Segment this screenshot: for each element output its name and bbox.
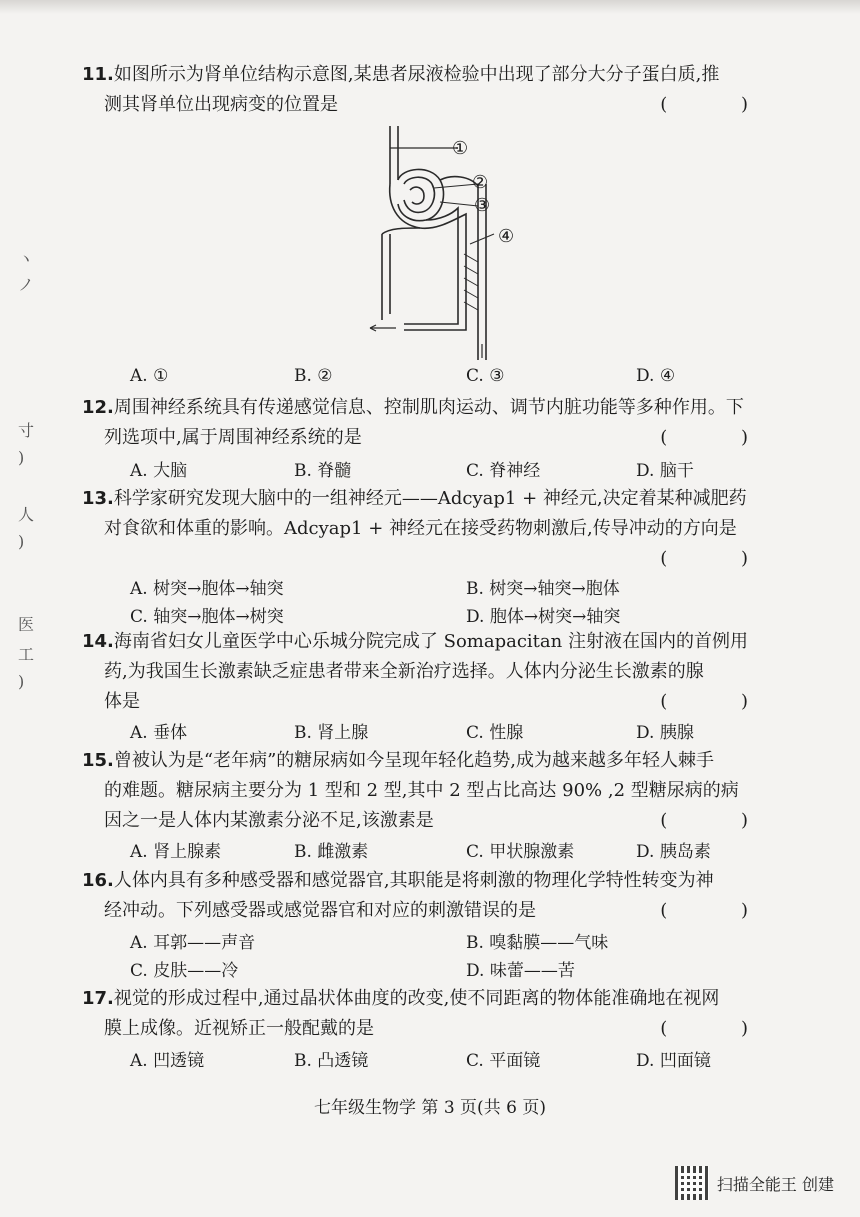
question-17 <box>82 984 782 1044</box>
answer-bracket: ( ) <box>660 94 782 115</box>
question-16 <box>82 866 782 926</box>
option-a: A. 垂体 <box>130 723 188 743</box>
question-14 <box>82 627 782 717</box>
question-stem-line: 周围神经系统具有传递感觉信息、控制肌肉运动、调节内脏功能等多种作用。下 <box>113 397 744 418</box>
option-b: B. 树突→轴突→胞体 <box>466 579 620 599</box>
question-number: 11. <box>82 64 114 85</box>
answer-bracket: ( ) <box>660 810 782 831</box>
answer-bracket: ( ) <box>660 1018 782 1039</box>
question-15 <box>82 746 782 836</box>
option-c: C. 性腺 <box>466 723 524 743</box>
option-d: D. 味蕾——苦 <box>466 961 575 981</box>
question-stem-line: 的难题。糖尿病主要分为 1 型和 2 型,其中 2 型占比高达 90% ,2 型糖尿病的病 <box>104 780 739 801</box>
margin-mark: ) <box>18 448 25 467</box>
margin-mark: 人 <box>18 505 35 524</box>
question-stem-line: 海南省妇女儿童医学中心乐城分院完成了 Somapacitan 注射液在国内的首例用 <box>113 631 748 652</box>
scanner-label: 扫描全能王 创建 <box>716 1174 834 1194</box>
question-number: 12. <box>82 397 114 418</box>
option-d: D. 胰腺 <box>636 723 694 743</box>
question-stem-line: 因之一是人体内某激素分泌不足,该激素是 <box>104 810 434 831</box>
option-b: B. 脊髓 <box>294 461 352 481</box>
margin-mark: 寸 <box>18 421 35 440</box>
question-stem-line: 测其肾单位出现病变的位置是 <box>104 94 338 115</box>
option-c: C. 皮肤——冷 <box>130 961 239 981</box>
question-number: 16. <box>82 870 114 891</box>
option-c: C. 甲状腺激素 <box>466 842 575 862</box>
question-13 <box>82 484 782 569</box>
margin-mark: ノ <box>18 275 35 294</box>
question-stem-line: 列选项中,属于周围神经系统的是 <box>104 427 362 448</box>
question-stem-line: 人体内具有多种感受器和感觉器官,其职能是将刺激的物理化学特性转变为神 <box>113 870 714 891</box>
option-c: C. 轴突→胞体→树突 <box>130 607 284 627</box>
option-d: D. 脑干 <box>636 461 694 481</box>
question-stem-line: 视觉的形成过程中,通过晶状体曲度的改变,使不同距离的物体能准确地在视网 <box>113 988 720 1009</box>
option-b: B. 凸透镜 <box>294 1051 369 1071</box>
margin-mark: 医 <box>18 615 35 634</box>
option-c: C. 平面镜 <box>466 1051 541 1071</box>
question-stem-line: 对食欲和体重的影响。Adcyap1 + 神经元在接受药物刺激后,传导冲动的方向是 <box>104 518 737 539</box>
option-a: A. ① <box>130 366 169 386</box>
option-b: B. 肾上腺 <box>294 723 369 743</box>
diagram-label-2: ② <box>472 172 489 193</box>
question-number: 17. <box>82 988 114 1009</box>
option-b: B. 嗅黏膜——气味 <box>466 933 609 953</box>
diagram-label-3: ③ <box>474 195 491 216</box>
option-c: C. ③ <box>466 366 505 386</box>
scanner-watermark <box>675 1166 834 1200</box>
nephron-diagram <box>360 124 520 364</box>
answer-bracket: ( ) <box>660 900 782 921</box>
question-stem-line: 体是 <box>104 691 140 712</box>
answer-bracket: ( ) <box>660 427 782 448</box>
margin-mark: ヽ <box>18 249 35 268</box>
question-stem-line: 科学家研究发现大脑中的一组神经元——Adcyap1 + 神经元,决定着某种减肥药 <box>113 488 747 509</box>
question-stem-line: 膜上成像。近视矫正一般配戴的是 <box>104 1018 374 1039</box>
question-stem-line: 经冲动。下列感受器或感觉器官和对应的刺激错误的是 <box>104 900 536 921</box>
question-number: 14. <box>82 631 114 652</box>
question-12 <box>82 393 782 453</box>
option-d: D. 胞体→树突→轴突 <box>466 607 621 627</box>
question-stem-line: 曾被认为是“老年病”的糖尿病如今呈现年轻化趋势,成为越来越多年轻人棘手 <box>113 750 715 771</box>
option-a: A. 凹透镜 <box>130 1051 205 1071</box>
option-d: D. 胰岛素 <box>636 842 711 862</box>
option-c: C. 脊神经 <box>466 461 541 481</box>
question-number: 13. <box>82 488 114 509</box>
option-a: A. 大脑 <box>130 461 188 481</box>
option-a: A. 肾上腺素 <box>130 842 222 862</box>
scan-top-shadow <box>0 0 860 14</box>
option-a: A. 耳郭——声音 <box>130 933 256 953</box>
margin-mark: ) <box>18 672 25 691</box>
question-11 <box>82 60 782 120</box>
option-a: A. 树突→胞体→轴突 <box>130 579 284 599</box>
answer-bracket: ( ) <box>660 691 782 712</box>
question-stem-line: 如图所示为肾单位结构示意图,某患者尿液检验中出现了部分大分子蛋白质,推 <box>113 64 720 85</box>
margin-mark: 工 <box>18 645 35 664</box>
option-d: D. 凹面镜 <box>636 1051 711 1071</box>
diagram-label-1: ① <box>452 138 469 159</box>
page-footer: 七年级生物学 第 3 页(共 6 页) <box>314 1098 546 1118</box>
question-number: 15. <box>82 750 114 771</box>
option-b: B. 雌激素 <box>294 842 369 862</box>
diagram-label-4: ④ <box>498 226 515 247</box>
option-b: B. ② <box>294 366 333 386</box>
qr-code-icon <box>675 1166 709 1200</box>
question-stem-line: 药,为我国生长激素缺乏症患者带来全新治疗选择。人体内分泌生长激素的腺 <box>104 661 704 682</box>
option-d: D. ④ <box>636 366 676 386</box>
margin-mark: ) <box>18 532 25 551</box>
answer-bracket: ( ) <box>660 548 782 569</box>
